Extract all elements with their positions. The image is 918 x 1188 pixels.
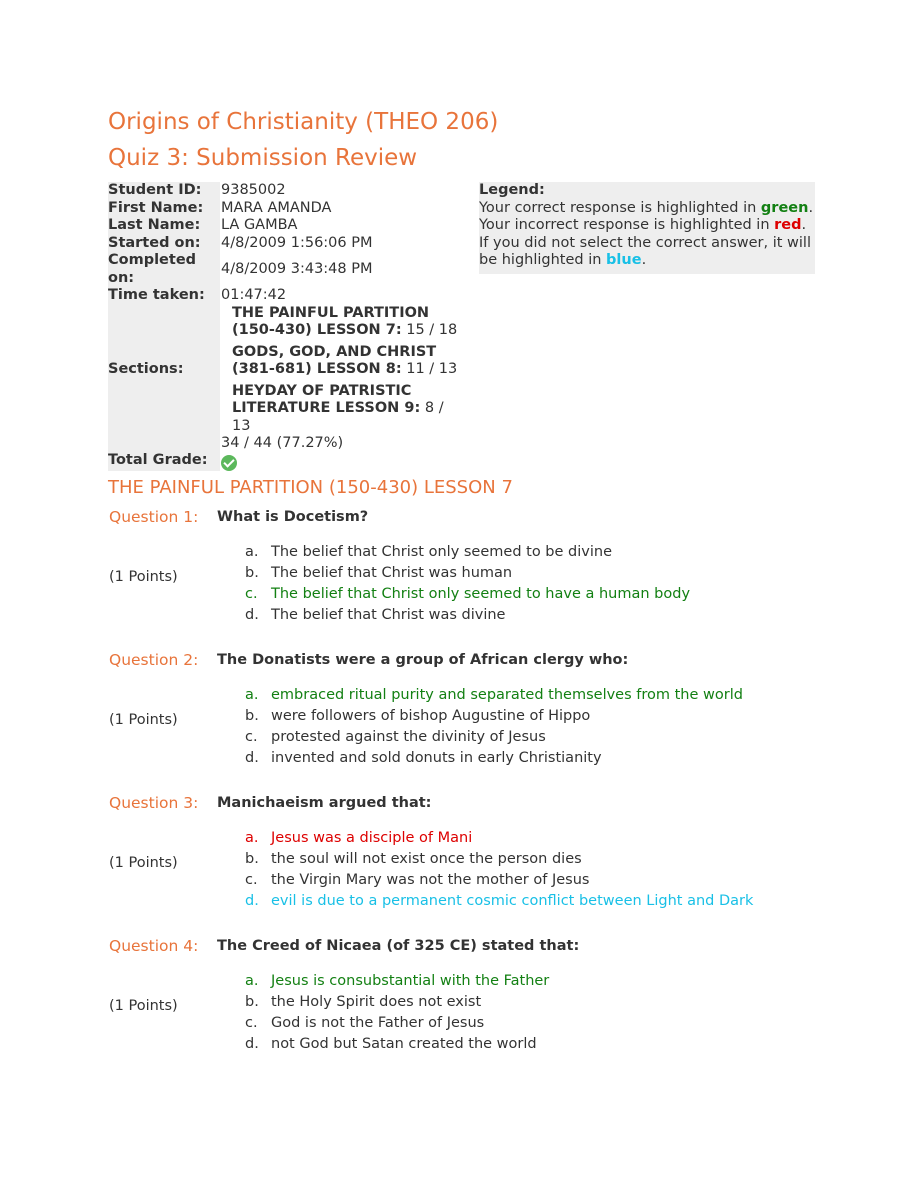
question-points: (1 Points) (109, 712, 178, 728)
legend-period: . (808, 199, 814, 216)
last-name-value: LA GAMBA (221, 217, 298, 233)
answer-option (245, 870, 753, 891)
answer-list (245, 542, 690, 626)
total-grade-value: 34 / 44 (77.27%) (221, 435, 344, 451)
question-number: Question 4: (109, 937, 199, 955)
total-grade-label: Total Grade: (108, 435, 220, 471)
answer-letter: d. (245, 1036, 259, 1052)
section-score: 8 / 13 (232, 400, 444, 434)
answer-letter: c. (245, 586, 258, 602)
legend-blue-word: blue (606, 252, 642, 268)
answer-text: The belief that Christ only seemed to have a human body (271, 586, 691, 602)
question-number: Question 3: (109, 794, 199, 812)
legend-period: . (641, 252, 647, 268)
answer-letter: b. (245, 851, 259, 867)
legend-missed-line (479, 235, 815, 270)
last-name-row (108, 217, 466, 235)
legend-red-word: red (774, 217, 802, 233)
legend-incorrect-text: Your incorrect response is highlighted in (479, 217, 770, 233)
answer-option (245, 1034, 549, 1055)
answer-text: invented and sold donuts in early Christianity (271, 750, 602, 766)
answer-list (245, 828, 753, 912)
answer-option (245, 706, 743, 727)
section-score: 11 / 13 (406, 361, 458, 377)
legend-heading: Legend: (479, 182, 545, 198)
answer-option (245, 849, 753, 870)
section-score: 15 / 18 (406, 322, 458, 338)
question-points: (1 Points) (109, 569, 178, 585)
answer-letter: b. (245, 565, 259, 581)
answer-letter: a. (245, 830, 259, 846)
answer-letter: a. (245, 973, 259, 989)
answer-text: embraced ritual purity and separated themselves from the world (271, 687, 743, 703)
answer-text: were followers of bishop Augustine of Hippo (271, 708, 591, 724)
answer-text: evil is due to a permanent cosmic conflict between Light and Dark (271, 893, 754, 909)
answer-letter: c. (245, 729, 258, 745)
question-text: What is Docetism? (217, 509, 369, 525)
check-circle-icon (221, 455, 237, 471)
answer-option-incorrect (245, 828, 753, 849)
answer-list (245, 685, 743, 769)
answer-option (245, 992, 549, 1013)
first-name-row (108, 200, 466, 218)
legend-period: . (801, 217, 807, 233)
section-name: HEYDAY OF PATRISTIC LITERATURE LESSON 9: (232, 382, 421, 416)
answer-option (245, 605, 690, 626)
legend-correct-text: Your correct response is highlighted in (479, 199, 757, 216)
sections-list (220, 305, 466, 436)
section-name: THE PAINFUL PARTITION (150-430) LESSON 7: (232, 304, 430, 338)
time-row (108, 287, 466, 305)
answer-option (245, 563, 690, 584)
legend-incorrect-line (479, 217, 815, 235)
answer-text: the soul will not exist once the person dies (271, 851, 582, 867)
answer-text: the Holy Spirit does not exist (271, 994, 482, 1010)
answer-option (245, 542, 690, 563)
answer-letter: d. (245, 893, 259, 909)
answer-text: Jesus is consubstantial with the Father (271, 973, 550, 989)
answer-option-correct (245, 584, 690, 605)
student-id-value: 9385002 (221, 182, 286, 198)
answer-option-missed (245, 891, 753, 912)
answer-letter: b. (245, 708, 259, 724)
completed-row (108, 252, 466, 287)
quiz-title: Quiz 3: Submission Review (108, 145, 418, 171)
first-name-label: First Name: (108, 200, 220, 218)
section-name: GODS, GOD, AND CHRIST (381-681) LESSON 8: (232, 343, 437, 377)
answer-option (245, 1013, 549, 1034)
last-name-label: Last Name: (108, 217, 220, 235)
student-id-label: Student ID: (108, 182, 220, 200)
question-number: Question 1: (109, 508, 199, 526)
total-grade-cell (220, 435, 466, 471)
question-points: (1 Points) (109, 855, 178, 871)
answer-text: The belief that Christ only seemed to be divine (271, 544, 612, 560)
course-title: Origins of Christianity (THEO 206) (108, 109, 499, 135)
started-label: Started on: (108, 235, 220, 253)
question-text: The Creed of Nicaea (of 325 CE) stated that: (217, 938, 580, 954)
time-value: 01:47:42 (221, 287, 287, 303)
answer-letter: c. (245, 1015, 258, 1031)
legend-green-word: green (760, 199, 809, 216)
answer-letter: d. (245, 607, 259, 623)
student-info-table (108, 182, 466, 471)
first-name-value: MARA AMANDA (221, 199, 332, 216)
answer-option (245, 727, 743, 748)
answer-option-correct (245, 971, 549, 992)
total-grade-row (108, 435, 466, 471)
answer-letter: a. (245, 687, 259, 703)
question-text: Manichaeism argued that: (217, 795, 432, 811)
answer-text: the Virgin Mary was not the mother of Jesus (271, 872, 590, 888)
answer-list (245, 971, 549, 1055)
answer-letter: a. (245, 544, 259, 560)
answer-letter: b. (245, 994, 259, 1010)
question-points: (1 Points) (109, 998, 178, 1014)
completed-label: Completed on: (108, 252, 220, 287)
started-row (108, 235, 466, 253)
answer-text: not God but Satan created the world (271, 1036, 537, 1052)
legend-correct-line (479, 200, 815, 218)
section-score-item (221, 383, 466, 436)
answer-letter: c. (245, 872, 258, 888)
sections-label: Sections: (108, 305, 220, 436)
answer-text: God is not the Father of Jesus (271, 1015, 485, 1031)
answer-option (245, 748, 743, 769)
time-label: Time taken: (108, 287, 220, 305)
legend-missed-text: If you did not select the correct answer, it will be highlighted in (479, 234, 811, 268)
legend-box (479, 182, 815, 274)
section-score-item (221, 305, 466, 340)
sections-row (108, 305, 466, 436)
answer-text: The belief that Christ was human (271, 565, 513, 581)
answer-text: The belief that Christ was divine (271, 607, 506, 623)
completed-value: 4/8/2009 3:43:48 PM (221, 260, 373, 277)
started-value: 4/8/2009 1:56:06 PM (221, 234, 373, 251)
answer-option-correct (245, 685, 743, 706)
student-id-row (108, 182, 466, 200)
section-heading: THE PAINFUL PARTITION (150-430) LESSON 7 (108, 477, 513, 498)
answer-text: protested against the divinity of Jesus (271, 729, 546, 745)
question-text: The Donatists were a group of African clergy who: (217, 652, 629, 668)
answer-letter: d. (245, 750, 259, 766)
section-score-item (221, 344, 466, 379)
question-number: Question 2: (109, 651, 199, 669)
answer-text: Jesus was a disciple of Mani (271, 830, 473, 846)
